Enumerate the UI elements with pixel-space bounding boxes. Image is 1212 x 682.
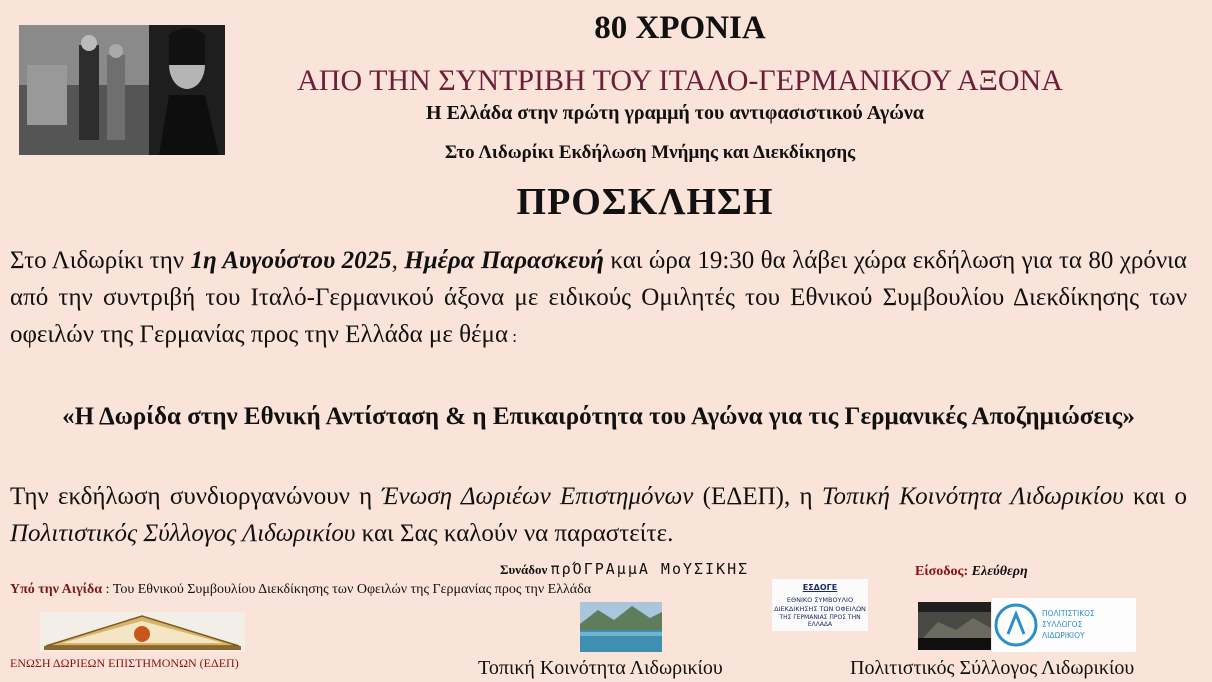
para-comma: , [391,247,405,274]
patronage-line [10,582,591,598]
org-text-a: Την εκδήλωση συνδιοργανώνουν η [10,483,382,510]
event-date: 1η Αυγούστου 2025 [190,247,392,274]
org-text-d: και Σας καλούν να παραστείτε. [355,520,674,547]
esdoge-line1: ΕΘΝΙΚΟ ΣΥΜΒΟΥΛΙΟ [786,596,854,604]
para-text-a: Στο Λιδωρίκι την [10,247,191,274]
org-text-c: και ο [1123,483,1187,510]
music-program-line [500,560,749,578]
event-day: Ημέρα Παρασκευή [404,247,604,274]
org-community: Τοπική Κοινότητα Λιδωρικίου [821,483,1124,510]
org-text-b: (ΕΔΕΠ), η [693,483,822,510]
event-topic-quote: «Η Δωρίδα στην Εθνική Αντίσταση & η Επικαιρότητα του Αγώνα για τις Γερμανικές Αποζημιώσεις» [62,403,1135,430]
subtitle-event: Στο Λιδωρίκι Εκδήλωση Μνήμης και Διεκδίκησης [444,142,856,163]
esdoge-acronym: ΕΣΔΟΓΕ [802,583,838,592]
esdoge-logo [772,579,868,631]
cultural-club-logo [992,598,1136,652]
patronage-label: Υπό την Αιγίδα [10,582,103,597]
esdoge-line2: ΔΙΕΚΔΙΚΗΣΗΣ ΤΩΝ ΟΦΕΙΛΩΝ [774,605,866,613]
music-label: Συνάδον [500,562,548,577]
music-program-text: πρΌΓΡΑμμΑ ΜοΥΣΙΚΗΣ [550,560,750,578]
edep-caption: ΕΝΩΣΗ ΔΩΡΙΕΩΝ ΕΠΙΣΤΗΜΟΝΩΝ (ΕΔΕΠ) [10,656,239,670]
community-caption: Τοπική Κοινότητα Λιδωρικίου [478,657,723,679]
invitation-heading: ΠΡΟΣΚΛΗΣΗ [516,181,774,223]
para-colon: : [508,327,518,346]
village-photo [918,602,991,650]
club-logo-line2: ΣΥΛΛΟΓΟΣ [1042,620,1083,629]
esdoge-line3: ΤΗΣ ΓΕΡΜΑΝΙΑΣ ΠΡΟΣ ΤΗΝ ΕΛΛΑΔΑ [779,614,861,628]
club-logo-line3: ΛΙΔΩΡΙΚΙΟΥ [1042,631,1085,640]
edep-logo [40,612,245,652]
subtitle-axis: ΑΠΟ ΤΗΝ ΣΥΝΤΡΙΒΗ ΤΟΥ ΙΤΑΛΟ-ΓΕΡΜΑΝΙΚΟΥ ΑΞΟΝΑ [297,64,1063,97]
lake-photo [580,602,662,652]
org-club: Πολιτιστικός Σύλλογος Λιδωρικίου [10,520,356,547]
club-logo-line1: ΠΟΛΙΤΙΣΤΙΚΟΣ [1042,609,1095,618]
para-text-b: και ώρα 19:30 θα λάβει χώρα εκδήλωση για τα 80 χρόνια από την συντριβή του Ιταλό-Γερμανικού άξονα με ειδικούς Ομιλητές του Εθνικού Συμβουλίου Διεκδίκησης των οφειλών της Γερμανίας προς την Ελλάδα με θέμα [10,247,1188,348]
invitation-paragraph [10,242,1187,355]
subtitle-frontline: Η Ελλάδα στην πρώτη γραμμή του αντιφασιστικού Αγώνα [426,102,924,124]
organizers-paragraph [10,478,1187,552]
patronage-text: : Του Εθνικού Συμβουλίου Διεκδίκησης των Οφειλών της Γερμανίας προς την Ελλάδα [102,582,592,597]
entrance-value: Ελεύθερη [971,564,1028,579]
title: 80 ΧΡΟΝΙΑ [594,10,766,46]
org-union: Ένωση Δωριέων Επιστημόνων [381,483,694,510]
historic-photo [19,25,225,155]
entrance-line: Είσοδος: Ελεύθερη [915,564,1028,579]
club-caption: Πολιτιστικός Σύλλογος Λιδωρικίου [850,657,1135,679]
entrance-label: Είσοδος [915,564,964,579]
